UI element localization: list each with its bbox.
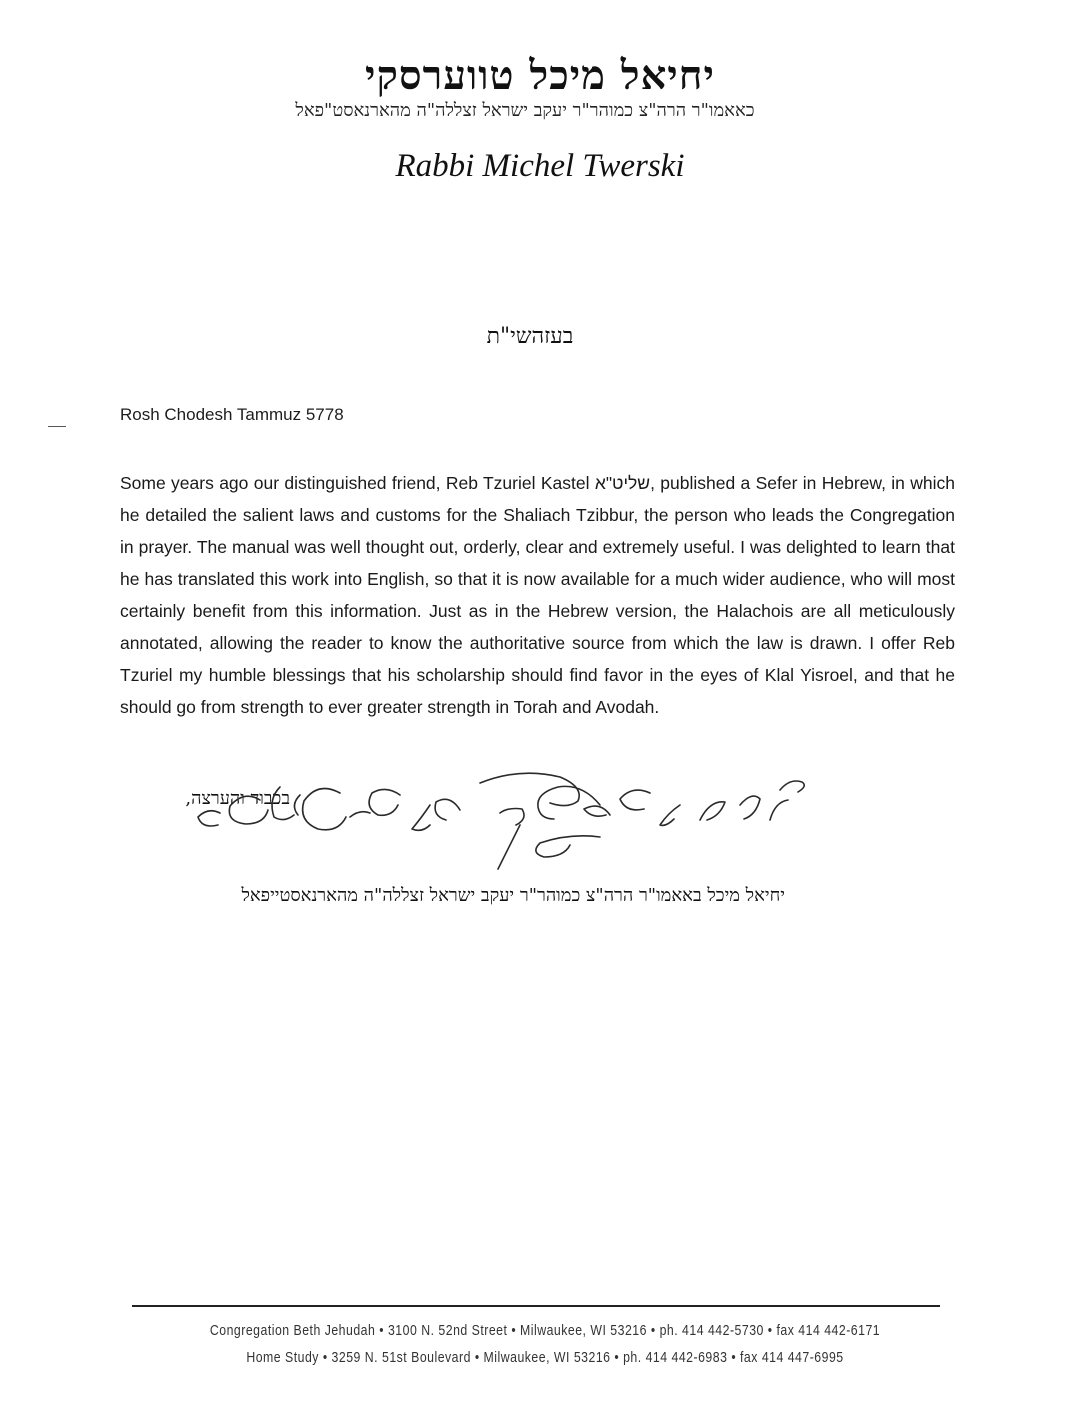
letterhead-english-name: Rabbi Michel Twerski [395,148,685,184]
signer-line: יחיאל מיכל באאמו"ר הרה"צ כמוהר"ר יעקב ישראל זצללה"ה מהארנאסטייפאל [241,885,785,906]
margin-mark [48,426,66,427]
handwritten-signature [180,765,840,875]
letterhead-hebrew-name: יחיאל מיכל טווערסקי [365,52,715,99]
footer-divider [132,1305,940,1307]
letterhead-hebrew-lineage: כאאמו"ר הרה"צ כמוהר"ר יעקב ישראל זצללה"ה מהארנאסט"פאל [295,100,755,121]
header-abbreviation: בעזהשי"ת [486,324,574,349]
letter-body: Some years ago our distinguished friend, Reb Tzuriel Kastel שליט"א, published a Sefer in Hebrew, in which he detailed the salient laws and customs for the Shaliach Tzibbur, the person who leads the Congregation in prayer. The manual was well thought out, orderly, clear and extremely useful. I was delighted to learn that he has translated this work into English, so that it is now available for a much wider audience, who will most certainly benefit from this information. Just as in the Hebrew version, the Halachois are all meticulously annotated, allowing the reader to know the authoritative source from which the law is drawn. I offer Reb Tzuriel my humble blessings that his scholarship should find favor in the eyes of Klal Yisroel, and that he should go from strength to ever greater strength in Torah and Avodah. [120,473,956,717]
letter-date: Rosh Chodesh Tammuz 5778 [120,405,344,424]
footer-address-line-2: Home Study • 3259 N. 51st Boulevard • Milwaukee, WI 53216 • ph. 414 442-6983 • fax 414 447-6995 [246,1349,844,1366]
footer-address-line-1: Congregation Beth Jehudah • 3100 N. 52nd Street • Milwaukee, WI 53216 • ph. 414 442-5730 • fax 414 442-6171 [209,1322,881,1339]
letter-closing: בכבוד והערצה, [185,788,290,809]
